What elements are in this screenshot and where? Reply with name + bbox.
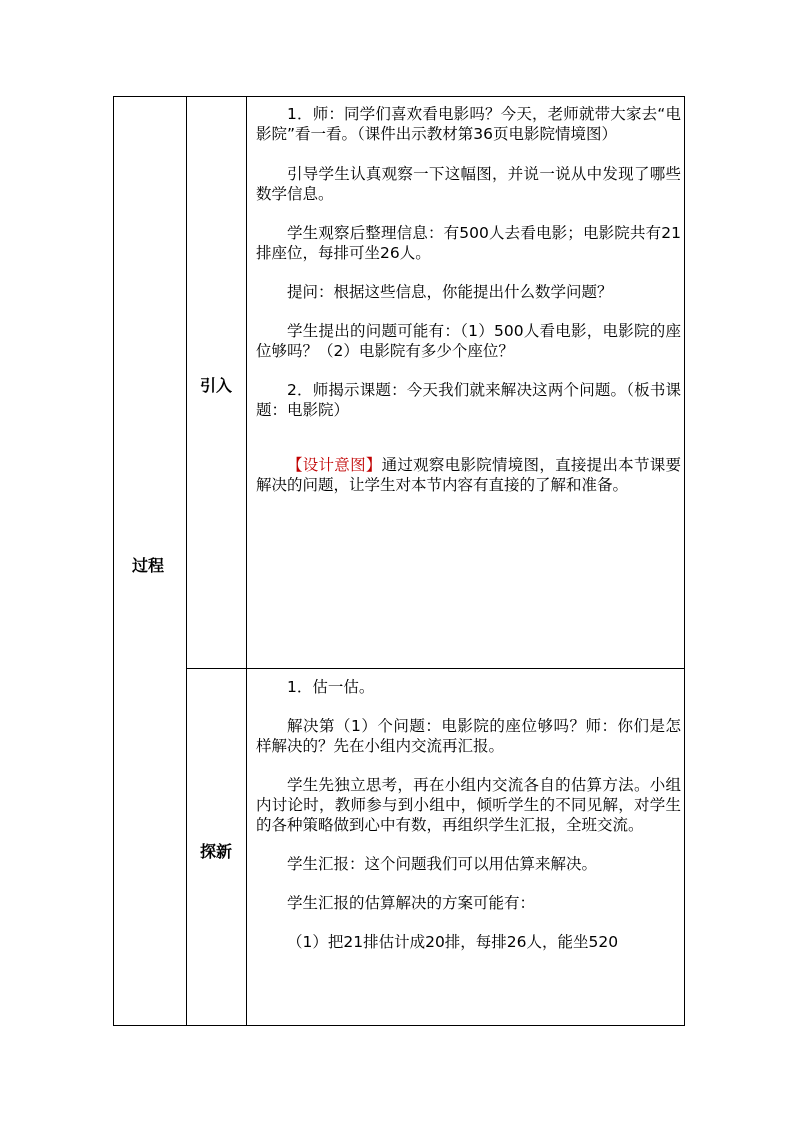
paragraph: 引导学生认真观察一下这幅图，并说一说从中发现了哪些数学信息。 bbox=[256, 165, 681, 203]
design-intent-label: 【设计意图】 bbox=[287, 456, 382, 474]
paragraph: 提问：根据这些信息，你能提出什么数学问题？ bbox=[287, 283, 613, 301]
design-intent-text: 通过观察电影院情境图，直接提出本节课要解决的问题，让学生对本节内容有直接的了解和准备。 bbox=[256, 456, 681, 494]
intro-content bbox=[256, 104, 681, 495]
paragraph: 学生先独立思考，再在小组内交流各自的估算方法。小组内讨论时，教师参与到小组中，倾听学生的不同见解，对学生的各种策略做到心中有数，再组织学生汇报，全班交流。 bbox=[256, 776, 681, 834]
column-divider bbox=[186, 97, 187, 1025]
paragraph: 学生观察后整理信息：有500人去看电影；电影院共有21排座位，每排可坐26人。 bbox=[256, 224, 681, 262]
paragraph: 学生汇报：这个问题我们可以用估算来解决。 bbox=[287, 855, 598, 873]
paragraph: 学生提出的问题可能有：（1）500人看电影，电影院的座位够吗？（2）电影院有多少个座位？ bbox=[256, 322, 681, 360]
design-intent-paragraph bbox=[256, 455, 681, 495]
paragraph: 1．师：同学们喜欢看电影吗？今天，老师就带大家去“电影院”看一看。（课件出示教材第36页电影院情境图） bbox=[256, 105, 681, 143]
column-divider bbox=[246, 97, 247, 1025]
row-divider bbox=[186, 668, 684, 669]
paragraph: 解决第（1）个问题：电影院的座位够吗？师：你们是怎样解决的？先在小组内交流再汇报。 bbox=[256, 717, 681, 755]
explore-content bbox=[256, 677, 681, 952]
paragraph: 1．估一估。 bbox=[287, 678, 375, 696]
paragraph: 2．师揭示课题：今天我们就来解决这两个问题。（板书课题：电影院） bbox=[256, 381, 681, 419]
paragraph: （1）把21排估计成20排，每排26人，能坐520 bbox=[287, 933, 619, 951]
section-label-process: 过程 bbox=[132, 556, 165, 575]
paragraph: 学生汇报的估算解决的方案可能有： bbox=[287, 894, 536, 912]
row-label-explore: 探新 bbox=[200, 842, 233, 861]
row-label-intro: 引入 bbox=[200, 376, 233, 395]
lesson-table bbox=[113, 96, 685, 1026]
